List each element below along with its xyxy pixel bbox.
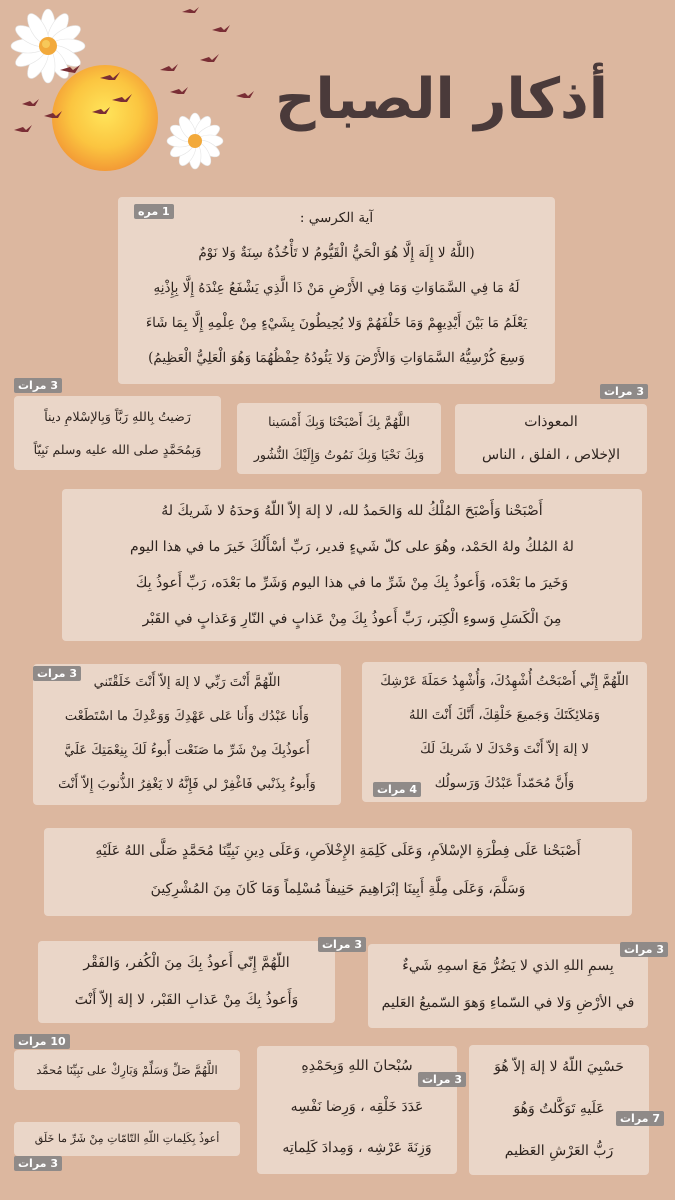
- ayat-alkursi-line: آية الكرسي :: [299, 210, 374, 226]
- bismillah-card: [368, 944, 648, 1028]
- min-alkufr-line: اللّهُمَّ إِنّي أَعوذُ بِكَ مِنَ الْكُفر، وَالفَقْر: [83, 955, 290, 971]
- sayyid-alistighfar-line: أَعوذُبِكَ مِنْ شَرِّ ما صَنَعْت أَبوءُ لَكَ بِنِعْمَتِكَ عَلَيَّ: [64, 743, 310, 758]
- ayat-alkursi-line: لَهُ مَا فِي السَّمَاوَاتِ وَمَا فِي الأَرْضِ مَنْ ذَا الَّذِي يَشْفَعُ عِنْدَهُ إِلَّا بِإِذْنِهِ: [153, 280, 520, 296]
- ayat-alkursi-line: وَسِعَ كُرْسِيُّهُ السَّمَاوَاتِ وَالأَرْضَ وَلا يَئُودُهُ حِفْظُهُمَا وَهُوَ الْعَلِيُّ الْعَظِيمُ): [148, 350, 525, 366]
- subhan-allah-card: [257, 1046, 457, 1174]
- repeat-count-badge: 3 مرات: [418, 1072, 466, 1087]
- bird-icon: [22, 99, 39, 106]
- asbahna-wa-asbaha-card: [62, 489, 642, 641]
- kalimat-allah-line: أعوذُ بِكَلِماتِ اللّهِ التّامّاتِ مِنْ شَرِّ ما خَلَق: [34, 1132, 220, 1145]
- sayyid-alistighfar-card: [33, 664, 341, 805]
- hasbiyallah-line: رَبُّ العَرْشِ العَظيم: [504, 1143, 614, 1159]
- repeat-count-badge: 7 مرات: [616, 1111, 664, 1126]
- bird-icon: [212, 25, 230, 32]
- bismillah-line: بِسمِ اللهِ الذي لا يَضُرُّ مَعَ اسمِهِ شَيءٌ: [402, 958, 614, 974]
- subhan-allah-line: عَدَدَ خَلْقِه ، وَرِضا نَفْسِه: [290, 1099, 424, 1115]
- asbahna-wa-asbaha-line: مِنَ الْكَسَلِ وَسوءِ الْكِبَر، رَبِّ أَعوذُ بِكَ مِنْ عَذابٍ في النّارِ وَعَذابٍ في القَبْر: [142, 611, 562, 627]
- bird-icon: [14, 125, 32, 132]
- min-alkufr-card: [38, 941, 335, 1023]
- repeat-count-badge: 3 مرات: [14, 1156, 62, 1171]
- ushhiduk-card: [362, 662, 647, 802]
- bird-icon: [170, 87, 188, 94]
- raditu-card: [14, 396, 221, 470]
- asbahna-wa-asbaha-line: وَخَيرَ ما بَعْدَه، وَأَعوذُ بِكَ مِنْ شَرِّ ما في هذا اليوم وَشَرِّ ما بَعْدَه، رَبِّ أَعوذُ بِكَ: [135, 575, 569, 591]
- sayyid-alistighfar-line: اللّهُمَّ أَنْتَ رَبِّي لا إلهَ إلاّ أَنْتَ خَلَقْتَني: [93, 675, 281, 690]
- ushhiduk-line: وَمَلائِكَتَكَ وَجَميعَ خَلْقِكَ، أَنَّكَ أَنْتَ اللهُ: [408, 708, 601, 723]
- daisy-flower-icon: [167, 113, 223, 169]
- fitrat-alislam-card: [44, 828, 632, 916]
- bird-icon: [236, 91, 254, 98]
- asbahna-bika-card: [237, 403, 441, 474]
- repeat-count-badge: 3 مرات: [14, 378, 62, 393]
- repeat-count-badge: 10 مرات: [14, 1034, 70, 1049]
- hasbiyallah-card: [469, 1045, 649, 1175]
- ushhiduk-line: لا إلهَ إلاّ أَنْتَ وَحْدَكَ لا شَريكَ لَكَ: [420, 742, 589, 757]
- muawwidhat-line: المعوذات: [524, 414, 578, 430]
- muawwidhat-line: الإخلاص ، الفلق ، الناس: [482, 447, 620, 463]
- ayat-alkursi-card: [118, 197, 555, 384]
- sayyid-alistighfar-line: وَأَنا عَبْدُك وَأَنا عَلى عَهْدِكَ وَوَعْدِكَ ما اسْتَطَعْت: [64, 709, 310, 724]
- fitrat-alislam-line: أَصْبَحْنا عَلَى فِطْرَةِ الإسْلاَمِ، وَعَلَى كَلِمَةِ الإِخْلاَصِ، وَعَلَى دِينِ نَبِيِّنَا مُحَمَّدٍ صَلَّى اللهُ عَلَيْهِ: [95, 843, 581, 859]
- asbahna-wa-asbaha-line: لهُ المُلكُ ولهُ الحَمْد، وهُوَ على كلّ شَيءٍ قدير، رَبِّ أسْأَلُكَ خَيرَ ما في هذا اليوم: [130, 539, 574, 555]
- hasbiyallah-line: عَلَيهِ تَوَكَّلتُ وَهُوَ: [513, 1101, 605, 1117]
- hasbiyallah-line: حَسْبِيَ اللّهُ لا إلهَ إلاّ هُوَ: [494, 1059, 624, 1075]
- bismillah-line: في الأرْضِ وَلا في السّماءِ وَهوَ السّميعُ العَليم: [381, 995, 635, 1011]
- min-alkufr-line: وَأَعوذُ بِكَ مِنْ عَذابِ القَبْر، لا إلهَ إلاّ أَنْتَ: [74, 992, 299, 1008]
- bird-icon: [160, 64, 178, 71]
- asbahna-bika-line: وَبِكَ نَحْيَا وَبِكَ نَمُوتُ وَإِلَيْكَ النُّشُور: [253, 447, 425, 462]
- subhan-allah-line: وَزِنَةَ عَرْشِه ، وَمِدادَ كَلِماتِه: [282, 1140, 432, 1156]
- ushhiduk-line: وَأَنَّ مُحَمّداً عَبْدُكَ وَرَسولُك: [434, 776, 575, 791]
- bird-icon: [200, 54, 219, 62]
- asbahna-wa-asbaha-line: أَصْبَحْنا وَأَصْبَحَ المُلْكُ لله وَالحَمدُ لله، لا إلهَ إلاّ اللّهُ وَحدَهُ لا شَريكَ لهُ: [161, 503, 543, 519]
- repeat-count-badge: 1 مره: [134, 204, 174, 219]
- salawat-line: اللَّهُمَّ صَلِّ وَسَلِّمْ وَبَارِكْ على نَبِيِّنَا مُحمَّد: [36, 1063, 218, 1077]
- fitrat-alislam-line: وَسَلَّمَ، وَعَلَى مِلَّةِ أَبِينَا إبْرَاهِيمَ حَنِيفاً مُسْلِماً وَمَا كَانَ مِنَ المُشْرِكِينَ: [150, 881, 526, 897]
- repeat-count-badge: 3 مرات: [620, 942, 668, 957]
- bird-icon: [182, 7, 199, 13]
- ushhiduk-line: اللّهُمَّ إِنِّي أَصْبَحْتُ أُشْهِدُكَ، وَأُشْهِدُ حَمَلَةَ عَرْشِكَ: [380, 674, 629, 689]
- ayat-alkursi-line: يَعْلَمُ مَا بَيْنَ أَيْدِيهِمْ وَمَا خَلْفَهُمْ وَلا يُحِيطُونَ بِشَيْءٍ مِنْ عِلْمِهِ إِلَّا بِمَا شَاءَ: [145, 315, 528, 331]
- sayyid-alistighfar-line: وَأَبوءُ بِذَنْبي فَاغْفِرْ لي فَإِنَّهُ لا يَغْفِرُ الذُّنوبَ إِلاّ أَنْتَ: [58, 777, 316, 792]
- repeat-count-badge: 3 مرات: [33, 666, 81, 681]
- salawat-card: [14, 1050, 240, 1090]
- kalimat-allah-card: [14, 1122, 240, 1156]
- ayat-alkursi-line: (اللَّهُ لا إِلَهَ إِلَّا هُوَ الْحَيُّ الْقَيُّومُ لا تَأْخُذُهُ سِنَةٌ وَلا نَوْمٌ: [198, 245, 475, 261]
- raditu-line: وَبِمُحَمَّدٍ صلى الله عليه وسلم نَبِيّاً: [33, 442, 202, 457]
- raditu-line: رَضيتُ بِاللهِ رَبَّاً وَبِالإسْلامِ ديناً: [44, 409, 191, 424]
- asbahna-bika-line: اللَّهُمَّ بِكَ أَصْبَحْنَا وَبِكَ أَمْسَينا: [268, 414, 410, 429]
- page-title: أذكار الصباح: [275, 67, 608, 132]
- muawwidhat-card: [455, 404, 647, 474]
- subhan-allah-line: سُبْحانَ اللهِ وَبِحَمْدِهِ: [301, 1058, 413, 1074]
- sun-icon: [52, 65, 158, 171]
- repeat-count-badge: 3 مرات: [318, 937, 366, 952]
- repeat-count-badge: 3 مرات: [600, 384, 648, 399]
- repeat-count-badge: 4 مرات: [373, 782, 421, 797]
